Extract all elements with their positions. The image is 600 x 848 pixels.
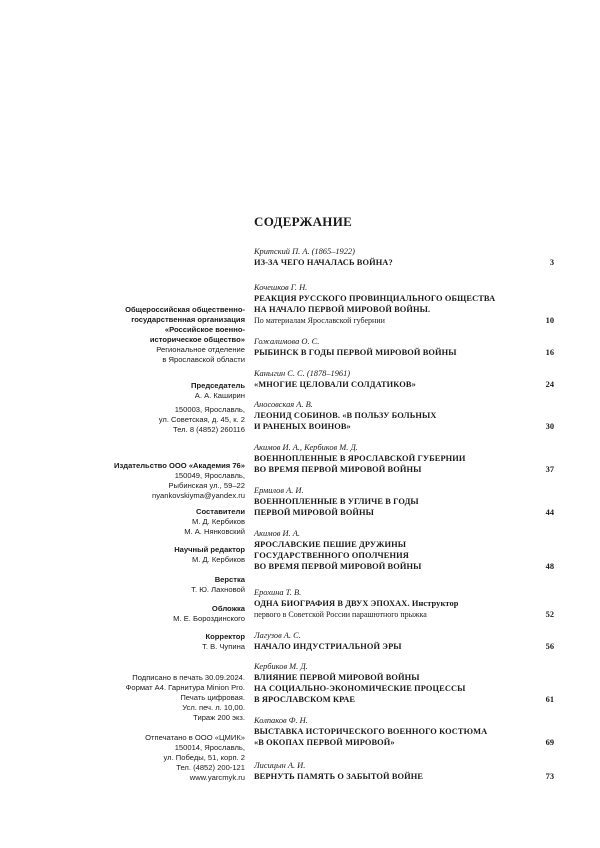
cover-block (55, 604, 245, 624)
toc-entry-title: ВЛИЯНИЕ ПЕРВОЙ МИРОВОЙ ВОЙНЫ (254, 673, 420, 682)
print-info-line: Подписано в печать 30.09.2024. (132, 673, 245, 682)
toc-entry (254, 715, 554, 748)
editor-block (55, 545, 245, 565)
toc-entry-page-number: 24 (545, 380, 554, 389)
toc-entry-author: Кербиков М. Д. (254, 662, 308, 671)
org-line: «Российское военно- (164, 325, 245, 334)
toc-entry-title: ГОСУДАРСТВЕННОГО ОПОЛЧЕНИЯ (254, 551, 409, 560)
toc-entry-page-number: 37 (545, 465, 554, 474)
chair-address-line: 150003, Ярославль, (174, 405, 245, 414)
toc-entry-page-number: 73 (545, 772, 554, 781)
editor-name: М. Д. Кербиков (191, 555, 245, 564)
toc-entry-page-number: 52 (545, 610, 554, 619)
toc-entry-title: НА НАЧАЛО ПЕРВОЙ МИРОВОЙ ВОЙНЫ. (254, 305, 431, 314)
proof-name: Т. В. Чупина (202, 642, 245, 651)
toc-entry-subtitle: По материалам Ярославской губернии (254, 316, 385, 325)
toc-entry-title: ПЕРВОЙ МИРОВОЙ ВОЙНЫ (254, 508, 374, 517)
printer-info-line: Отпечатано в ООО «ЦМИК» (145, 733, 245, 742)
layout-label: Верстка (214, 575, 245, 584)
toc-entry-title: ВО ВРЕМЯ ПЕРВОЙ МИРОВОЙ ВОЙНЫ (254, 465, 422, 474)
printer-info-line: Тел. (4852) 200-121 (176, 763, 245, 772)
toc-entry-title: ВОЕННОПЛЕННЫЕ В УГЛИЧЕ В ГОДЫ (254, 497, 419, 506)
toc-entry (254, 399, 554, 432)
toc-entry-author: Лисицын А. И. (254, 761, 306, 770)
chair-label: Председатель (191, 381, 245, 390)
layout-block (55, 575, 245, 595)
publisher-label: Издательство ООО «Академия 76» (114, 461, 245, 470)
toc-entry (254, 246, 554, 268)
toc-entry-author: Гожалимова О. С. (254, 337, 320, 346)
org-line: Общероссийская общественно- (125, 305, 245, 314)
toc-entry-title: ЯРОСЛАВСКИЕ ПЕШИЕ ДРУЖИНЫ (254, 540, 407, 549)
printer-website: www.yarcmyk.ru (189, 773, 245, 782)
toc-entry-author: Лагузов А. С. (254, 631, 301, 640)
cover-label: Обложка (211, 604, 245, 613)
toc-entry-title: И РАНЕНЫХ ВОИНОВ» (254, 422, 351, 431)
chair-address-line: ул. Советская, д. 45, к. 2 (158, 415, 245, 424)
toc-entry-title: В ЯРОСЛАВСКОМ КРАЕ (254, 695, 356, 704)
toc-entry-author: Критский П. А. (1865–1922) (254, 247, 355, 256)
toc-entry (254, 587, 554, 620)
org-line: государственная организация (131, 315, 245, 324)
toc-entry-page-number: 44 (545, 508, 554, 517)
toc-entry-subtitle: первого в Советской России парашютного прыжка (254, 610, 427, 619)
print-info-line: Тираж 200 экз. (193, 713, 245, 722)
toc-entry-page-number: 48 (545, 562, 554, 571)
toc-entry (254, 485, 554, 518)
toc-entry-title: ВОЕННОПЛЕННЫЕ В ЯРОСЛАВСКОЙ ГУБЕРНИИ (254, 454, 466, 463)
printer-info-block (55, 733, 245, 783)
toc-entry-author: Акимов И. А., Кербиков М. Д. (254, 443, 358, 452)
compilers-block (55, 507, 245, 537)
compilers-label: Составители (196, 507, 245, 516)
toc-entry-title: ВО ВРЕМЯ ПЕРВОЙ МИРОВОЙ ВОЙНЫ (254, 562, 422, 571)
publisher-address-line: Рыбинская ул., 59–22 (168, 481, 245, 490)
chair-name: А. А. Каширин (194, 391, 245, 400)
publisher-block (55, 461, 245, 501)
toc-entry (254, 442, 554, 475)
publisher-address-line: 150049, Ярославль, (174, 471, 245, 480)
toc-entry (254, 661, 554, 705)
toc-entry-title: ИЗ-ЗА ЧЕГО НАЧАЛАСЬ ВОЙНА? (254, 258, 393, 267)
layout-name: Т. Ю. Лахновой (191, 585, 245, 594)
compiler-name: М. А. Нянковский (184, 527, 245, 536)
toc-entry-title: НА СОЦИАЛЬНО-ЭКОНОМИЧЕСКИЕ ПРОЦЕССЫ (254, 684, 466, 693)
toc-entry-author: Колпаков Ф. Н. (254, 716, 308, 725)
toc-entry-title: НАЧАЛО ИНДУСТРИАЛЬНОЙ ЭРЫ (254, 642, 402, 651)
toc-entry-title: «МНОГИЕ ЦЕЛОВАЛИ СОЛДАТИКОВ» (254, 380, 416, 389)
organization-block (55, 305, 245, 365)
toc-entry-title: ЛЕОНИД СОБИНОВ. «В ПОЛЬЗУ БОЛЬНЫХ (254, 411, 437, 420)
print-info-line: Печать цифровая. (180, 693, 245, 702)
toc-entry (254, 630, 554, 652)
toc-entry-author: Каныгин С. С. (1878–1961) (254, 369, 351, 378)
toc-entry-page-number: 69 (545, 738, 554, 747)
print-info-line: Формат А4. Гарнитура Minion Pro. (125, 683, 245, 692)
toc-entry-author: Ерохина Т. В. (254, 588, 302, 597)
toc-entry (254, 368, 554, 390)
toc-entry (254, 336, 554, 358)
cover-name: М. Е. Бороздинского (173, 614, 245, 623)
toc-title: СОДЕРЖАНИЕ (254, 214, 353, 229)
print-info-block (55, 673, 245, 723)
toc-entry-page-number: 10 (545, 316, 554, 325)
toc-entry-title: ВЫСТАВКА ИСТОРИЧЕСКОГО ВОЕННОГО КОСТЮМА (254, 727, 488, 736)
chair-block (55, 381, 245, 435)
printer-info-line: ул. Победы, 51, корп. 2 (163, 753, 245, 762)
toc-entry-author: Ермилов А. И. (254, 486, 304, 495)
toc-entry-title: РЫБИНСК В ГОДЫ ПЕРВОЙ МИРОВОЙ ВОЙНЫ (254, 348, 457, 357)
toc-entry-page-number: 56 (545, 642, 554, 651)
toc-entry (254, 282, 554, 326)
toc-entry-title: РЕАКЦИЯ РУССКОГО ПРОВИНЦИАЛЬНОГО ОБЩЕСТВА (254, 294, 496, 303)
editor-label: Научный редактор (174, 545, 245, 554)
toc-entry-title: ВЕРНУТЬ ПАМЯТЬ О ЗАБЫТОЙ ВОЙНЕ (254, 772, 424, 781)
toc-entry-page-number: 30 (545, 422, 554, 431)
toc-entry (254, 528, 554, 572)
publisher-email: nyankovskiyma@yandex.ru (152, 491, 245, 500)
region-line: Региональное отделение (156, 345, 245, 354)
org-line: историческое общество» (149, 335, 245, 344)
proof-block (55, 632, 245, 652)
proof-label: Корректор (205, 632, 245, 641)
printer-info-line: 150014, Ярославль, (174, 743, 245, 752)
print-info-line: Усл. печ. л. 10,00. (182, 703, 245, 712)
toc-entry-page-number: 3 (549, 258, 554, 267)
toc-entry-page-number: 16 (545, 348, 554, 357)
toc-entry-author: Аносовская А. В. (254, 400, 313, 409)
chair-address-line: Тел. 8 (4852) 260116 (172, 425, 245, 434)
toc-entry-page-number: 61 (545, 695, 554, 704)
region-line: в Ярославской области (162, 355, 245, 364)
toc-entry-author: Акимов И. А. (254, 529, 300, 538)
toc-entry-title: «В ОКОПАХ ПЕРВОЙ МИРОВОЙ» (254, 738, 395, 747)
toc-entry-title: ОДНА БИОГРАФИЯ В ДВУХ ЭПОХАХ. Инструктор (254, 599, 459, 608)
toc-entry (254, 760, 554, 782)
toc-entry-author: Кочешков Г. Н. (254, 283, 308, 292)
compiler-name: М. Д. Кербиков (191, 517, 245, 526)
